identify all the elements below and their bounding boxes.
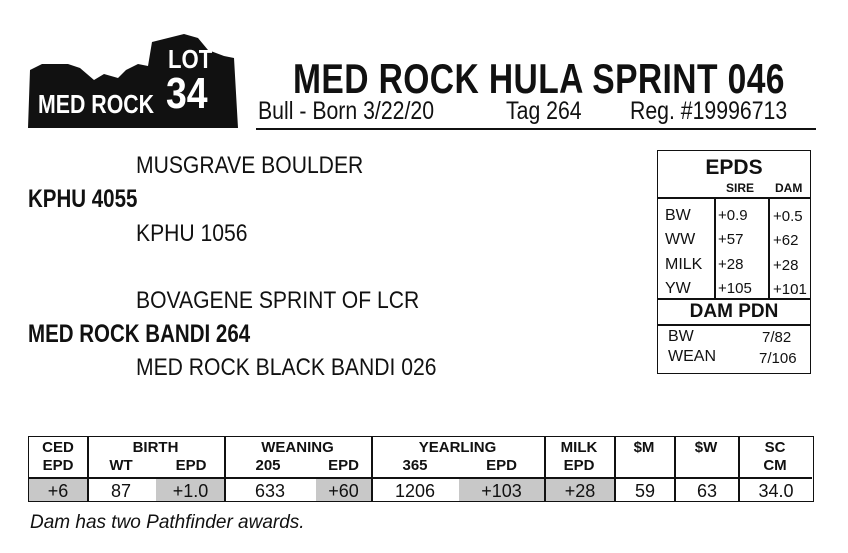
dam-pdn-bw-value: 7/82 (762, 329, 792, 346)
subheader-ced-epd: EPD (42, 457, 74, 474)
dam-sire: BOVAGENE SPRINT OF LCR (136, 287, 420, 314)
subheader-weaning-205: 205 (255, 457, 281, 474)
dam-pdn-separator (658, 298, 810, 300)
value-birth-epd: +1.0 (172, 481, 209, 501)
header-rule (256, 128, 816, 130)
value-birth-wt: 87 (110, 481, 132, 501)
epd-dam-bw: +0.5 (773, 208, 803, 225)
value-weaning-205: 633 (254, 481, 286, 501)
header-birth: BIRTH (132, 439, 179, 456)
subheader-birth-wt: WT (109, 457, 133, 474)
dam-dam: MED ROCK BLACK BANDI 026 (136, 354, 437, 381)
epd-sire-bw: +0.9 (718, 207, 748, 224)
dam-pdn-rule (658, 324, 810, 326)
epd-trait-milk: MILK (665, 256, 703, 273)
epd-divider (768, 198, 770, 298)
epd-dam-milk: +28 (773, 257, 799, 274)
value-sc: 34.0 (758, 481, 794, 501)
value-yearling-epd: +103 (481, 481, 522, 501)
performance-table (28, 436, 814, 502)
lot-number: 34 (166, 69, 208, 118)
lot-label: LOT (168, 44, 213, 74)
animal-name: MED ROCK HULA SPRINT 046 (293, 55, 785, 102)
subheader-yearling-epd: EPD (486, 457, 517, 474)
subheader-sc-cm: CM (763, 457, 787, 474)
header-sc: SC (764, 439, 786, 456)
brand-name: MED ROCK (38, 89, 155, 119)
dam: MED ROCK BANDI 264 (28, 320, 251, 348)
epds-title: EPDS (705, 156, 763, 179)
epd-sire-yw: +105 (718, 280, 752, 297)
sire-dam: KPHU 1056 (136, 220, 248, 247)
epd-header-rule (658, 197, 810, 199)
dam-pdn-title: DAM PDN (689, 301, 779, 322)
subheader-weaning-epd: EPD (328, 457, 359, 474)
epd-trait-bw: BW (665, 207, 691, 224)
registration-number: Reg. #19996713 (630, 97, 788, 125)
epd-sire-ww: +57 (718, 231, 744, 248)
value-yearling-365: 1206 (394, 481, 436, 501)
value-dollar-m: 59 (634, 481, 656, 501)
value-dollar-w: 63 (696, 481, 718, 501)
epd-trait-ww: WW (665, 231, 696, 248)
epd-box (657, 150, 811, 374)
sire-column-header: SIRE (726, 181, 755, 195)
header-yearling: YEARLING (418, 439, 497, 456)
value-milk-epd: +28 (564, 481, 596, 501)
sire-sire: MUSGRAVE BOULDER (136, 152, 364, 179)
value-weaning-epd: +60 (328, 481, 359, 501)
subheader-milk-epd: EPD (563, 457, 595, 474)
header-milk: MILK (560, 439, 598, 456)
tag-number: Tag 264 (506, 97, 582, 125)
sex-birth-date: Bull - Born 3/22/20 (258, 97, 435, 125)
subheader-yearling-365: 365 (402, 457, 428, 474)
header-dollar-w: $W (694, 439, 718, 456)
epd-dam-yw: +101 (773, 281, 807, 298)
footnote: Dam has two Pathfinder awards. (30, 512, 305, 533)
epd-divider (714, 198, 716, 298)
epd-sire-milk: +28 (718, 256, 744, 273)
subheader-birth-epd: EPD (175, 457, 207, 474)
epd-dam-ww: +62 (773, 232, 799, 249)
header-weaning: WEANING (261, 439, 334, 456)
dam-pdn-wean-label: WEAN (668, 348, 716, 365)
header-ced: CED (42, 439, 74, 456)
table-row-divider (29, 477, 812, 479)
dam-pdn-bw-label: BW (668, 328, 694, 345)
dam-pdn-wean-value: 7/106 (759, 350, 797, 367)
sire: KPHU 4055 (28, 185, 138, 213)
value-ced-epd: +6 (47, 481, 69, 501)
dam-column-header: DAM (775, 181, 803, 195)
header-dollar-m: $M (633, 439, 655, 456)
epd-trait-yw: YW (665, 280, 691, 297)
